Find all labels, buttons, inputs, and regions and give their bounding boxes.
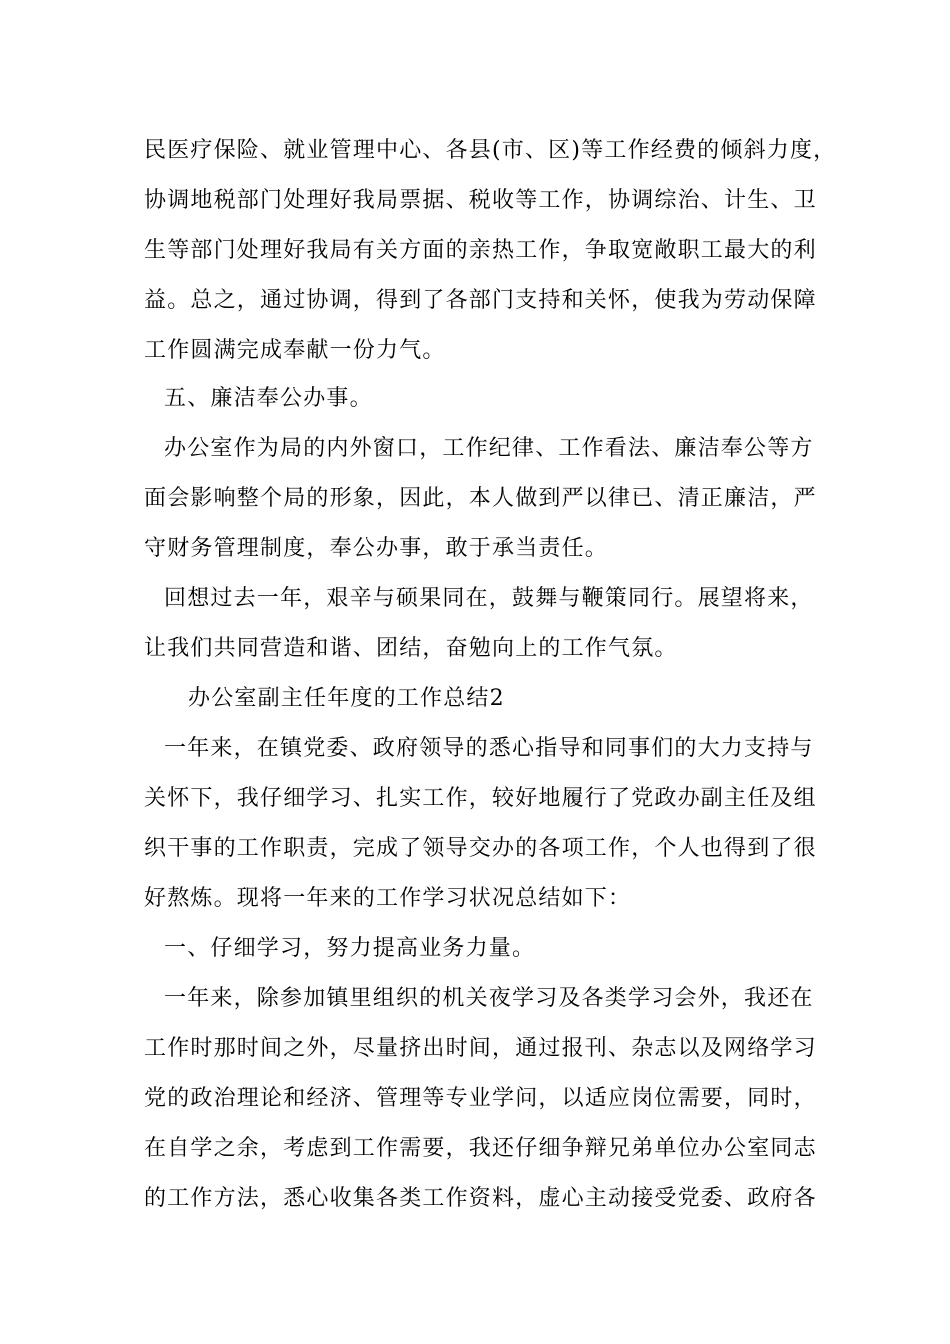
section-heading: 一、仔细学习，努力提高业务力量。 — [164, 936, 536, 961]
text-line: 一年来，在镇党委、政府领导的悉心指导和同事们的大力支持与 — [164, 736, 814, 761]
text-line: 回想过去一年，艰辛与硕果同在，鼓舞与鞭策同行。展望将来， — [164, 586, 814, 611]
text-line: 关怀下，我仔细学习、扎实工作，较好地履行了党政办副主任及组 — [144, 786, 817, 811]
text-line: 党的政治理论和经济、管理等专业学问，以适应岗位需要，同时， — [144, 1086, 817, 1111]
text-line: 协调地税部门处理好我局票据、税收等工作，协调综治、计生、卫 — [144, 188, 817, 213]
text-line: 办公室作为局的内外窗口，工作纪律、工作看法、廉洁奉公等方 — [164, 436, 814, 461]
text-line: 好熬炼。现将一年来的工作学习状况总结如下： — [144, 886, 632, 911]
text-line: 守财务管理制度，奉公办事，敢于承当责任。 — [144, 536, 609, 561]
text-line: 民医疗保险、就业管理中心、各县(市、区)等工作经费的倾斜力度， — [144, 138, 837, 163]
text-line: 生等部门处理好我局有关方面的亲热工作，争取宽敞职工最大的利 — [144, 238, 817, 263]
text-line: 工作圆满完成奉献一份力气。 — [144, 338, 446, 363]
text-line: 益。总之，通过协调，得到了各部门支持和关怀，使我为劳动保障 — [144, 288, 817, 313]
document-title: 办公室副主任年度的工作总结2 — [188, 686, 505, 711]
text-line: 在自学之余，考虑到工作需要，我还仔细争辩兄弟单位办公室同志 — [144, 1136, 817, 1161]
text-line: 让我们共同营造和谐、团结，奋勉向上的工作气氛。 — [144, 636, 678, 661]
text-line: 织干事的工作职责，完成了领导交办的各项工作，个人也得到了很 — [144, 836, 817, 861]
text-line: 面会影响整个局的形象，因此，本人做到严以律已、清正廉洁，严 — [144, 486, 817, 511]
section-heading: 五、廉洁奉公办事。 — [164, 386, 373, 411]
text-line: 一年来，除参加镇里组织的机关夜学习及各类学习会外，我还在 — [164, 986, 814, 1011]
text-line: 的工作方法，悉心收集各类工作资料，虚心主动接受党委、政府各 — [144, 1186, 817, 1211]
text-line: 工作时那时间之外，尽量挤出时间，通过报刊、杂志以及网络学习 — [144, 1036, 817, 1061]
